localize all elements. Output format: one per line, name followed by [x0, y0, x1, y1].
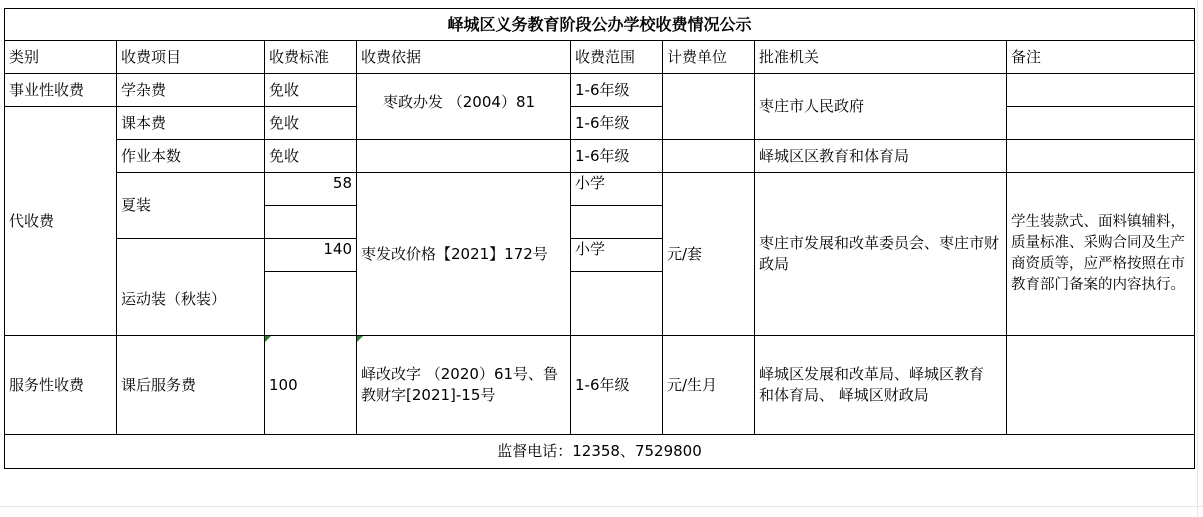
header-authority[interactable]: 批准机关 [755, 41, 1007, 74]
header-item[interactable]: 收费项目 [117, 41, 265, 74]
tuition-scope-cell[interactable]: 1-6年级 [571, 74, 663, 107]
afterschool-scope-cell[interactable]: 1-6年级 [571, 336, 663, 435]
remark-uniform-cell[interactable]: 学生装款式、面料镇辅料，质量标准、采购合同及生产商资质等，应严格按照在市教育部门备案的内容执行。 [1007, 173, 1195, 336]
table-title[interactable]: 峄城区义务教育阶段公办学校收费情况公示 [5, 9, 1195, 41]
tuition-item-cell[interactable]: 学杂费 [117, 74, 265, 107]
authority-cell-1[interactable]: 枣庄市人民政府 [755, 74, 1007, 140]
textbook-scope-cell[interactable]: 1-6年级 [571, 107, 663, 140]
authority-cell-2[interactable]: 峄城区区教育和体育局 [755, 140, 1007, 173]
unit-cell-empty-1[interactable] [663, 74, 755, 140]
workbook-standard-cell[interactable]: 免收 [265, 140, 357, 173]
gridline [0, 506, 1203, 507]
basis-cell-empty[interactable] [357, 140, 571, 173]
header-category[interactable]: 类别 [5, 41, 117, 74]
header-scope[interactable]: 收费范围 [571, 41, 663, 74]
authority-cell-3[interactable]: 枣庄市发展和改革委员会、枣庄市财政局 [755, 173, 1007, 336]
textbook-standard-cell[interactable]: 免收 [265, 107, 357, 140]
category-proxy-cell[interactable]: 代收费 [5, 107, 117, 336]
sports-item-cell[interactable]: 运动装（秋装） [117, 239, 265, 336]
gridline [1197, 0, 1198, 517]
header-unit[interactable]: 计费单位 [663, 41, 755, 74]
header-standard[interactable]: 收费标准 [265, 41, 357, 74]
afterschool-item-cell[interactable]: 课后服务费 [117, 336, 265, 435]
unit-cell-empty-2[interactable] [663, 140, 755, 173]
header-remark[interactable]: 备注 [1007, 41, 1195, 74]
fee-table [4, 8, 1195, 469]
afterschool-standard-cell[interactable]: 100 [265, 336, 357, 435]
sports-standard-cell[interactable]: 140 [265, 239, 357, 272]
category-service-cell[interactable]: 服务性收费 [5, 336, 117, 435]
basis-cell-2[interactable]: 枣发改价格【2021】172号 [357, 173, 571, 336]
textbook-item-cell[interactable]: 课本费 [117, 107, 265, 140]
remark-cell-empty-2[interactable] [1007, 107, 1195, 140]
sports-scope-cell[interactable]: 小学 [571, 239, 663, 272]
unit-set-cell[interactable]: 元/套 [663, 173, 755, 336]
summer-item-cell[interactable]: 夏装 [117, 173, 265, 239]
remark-cell-empty-1[interactable] [1007, 74, 1195, 107]
unit-month-cell[interactable]: 元/生月 [663, 336, 755, 435]
workbook-scope-cell[interactable]: 1-6年级 [571, 140, 663, 173]
summer-scope-empty[interactable] [571, 206, 663, 239]
category-public-cell[interactable]: 事业性收费 [5, 74, 117, 107]
header-basis[interactable]: 收费依据 [357, 41, 571, 74]
summer-scope-cell[interactable]: 小学 [571, 173, 663, 206]
workbook-item-cell[interactable]: 作业本数 [117, 140, 265, 173]
sports-standard-empty[interactable] [265, 272, 357, 336]
supervision-phone[interactable]: 监督电话：12358、7529800 [5, 435, 1195, 469]
summer-standard-cell[interactable]: 58 [265, 173, 357, 206]
summer-standard-empty[interactable] [265, 206, 357, 239]
sports-scope-empty[interactable] [571, 272, 663, 336]
basis-cell-1[interactable]: 枣政办发 （2004）81 [357, 74, 571, 140]
basis-cell-3[interactable]: 峄改改字 （2020）61号、鲁教财字[2021]-15号 [357, 336, 571, 435]
tuition-standard-cell[interactable]: 免收 [265, 74, 357, 107]
remark-cell-empty-3[interactable] [1007, 140, 1195, 173]
authority-cell-4[interactable]: 峄城区发展和改革局、峄城区教育和体育局、 峄城区财政局 [755, 336, 1007, 435]
remark-cell-empty-4[interactable] [1007, 336, 1195, 435]
